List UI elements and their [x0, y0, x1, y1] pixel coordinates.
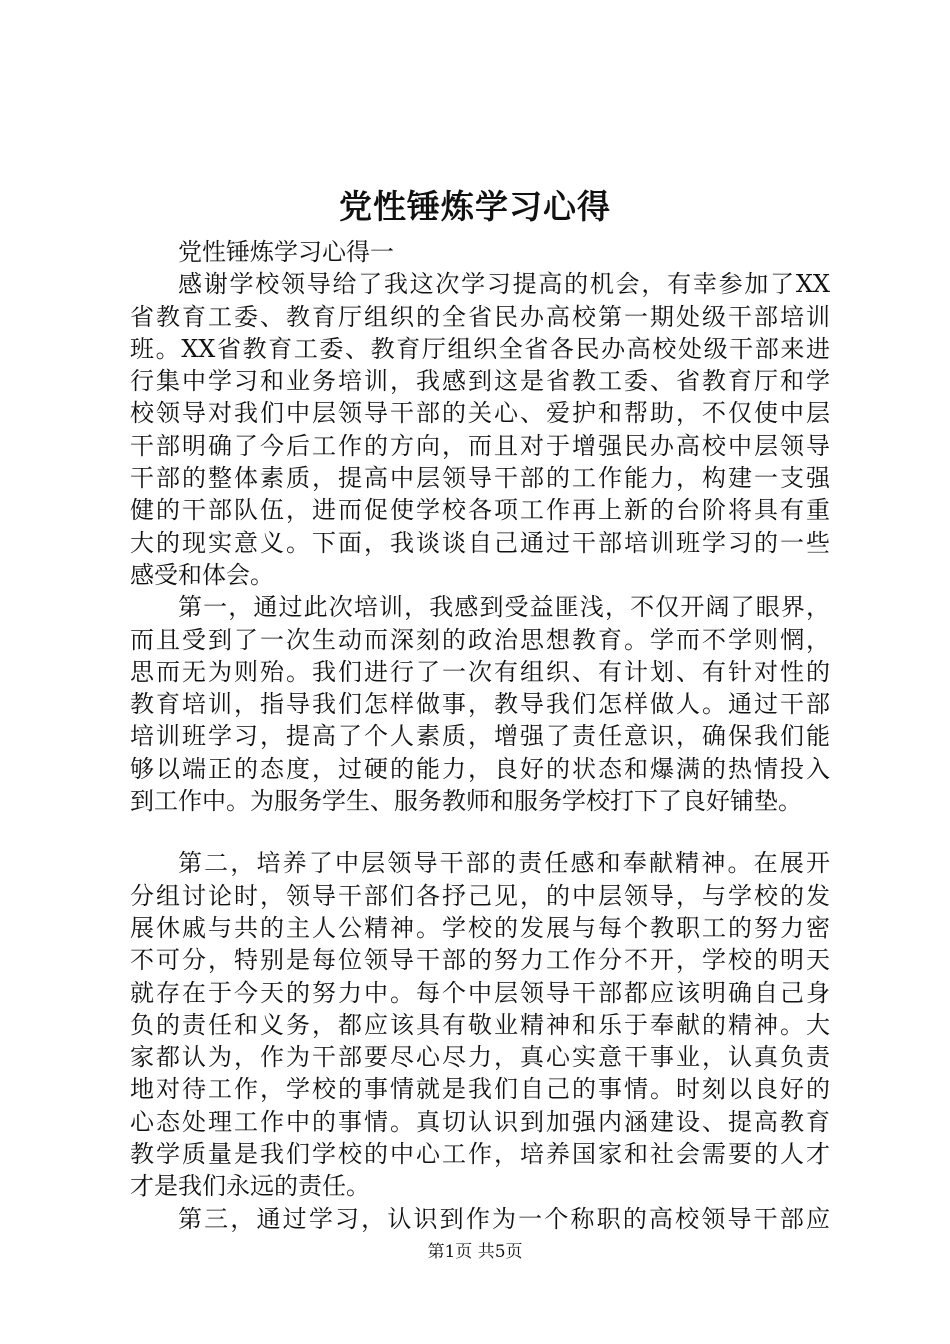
body-line: 第三，通过学习，认识到作为一个称职的高校领导干部应 [178, 1204, 830, 1233]
body-line: 而且受到了一次生动而深刻的政治思想教育。学而不学则惘， [130, 625, 830, 654]
body-line: 干部的整体素质，提高中层领导干部的工作能力，构建一支强 [130, 464, 830, 493]
body-line: 教育培训，指导我们怎样做事，教导我们怎样做人。通过干部 [130, 690, 830, 719]
body-line: 地对待工作，学校的事情就是我们自己的事情。时刻以良好的 [130, 1075, 830, 1104]
body-line: 感受和体会。 [130, 560, 274, 589]
body-line: 分组讨论时，领导干部们各抒己见，的中层领导，与学校的发 [130, 881, 830, 910]
body-line: 班。XX省教育工委、教育厅组织全省各民办高校处级干部来进 [130, 334, 830, 363]
body-line: 心态处理工作中的事情。真切认识到加强内涵建设、提高教育 [130, 1107, 830, 1136]
body-line: 感谢学校领导给了我这次学习提高的机会，有幸参加了XX [178, 270, 830, 299]
body-line: 健的干部队伍，进而促使学校各项工作再上新的台阶将具有重 [130, 496, 830, 525]
body-line: 思而无为则殆。我们进行了一次有组织、有计划、有针对性的 [130, 657, 830, 686]
body-line: 到工作中。为服务学生、服务教师和服务学校打下了良好铺垫。 [130, 787, 802, 816]
blank-line [130, 817, 830, 847]
body-line: 第一，通过此次培训，我感到受益匪浅，不仅开阔了眼界， [178, 593, 830, 622]
document-body [130, 236, 830, 1235]
body-line: 干部明确了今后工作的方向，而且对于增强民办高校中层领导 [130, 431, 830, 460]
body-line: 党性锤炼学习心得一 [178, 238, 394, 266]
body-line: 够以端正的态度，过硬的能力，良好的状态和爆满的热情投入 [130, 754, 830, 783]
body-line: 就存在于今天的努力中。每个中层领导干部都应该明确自己身 [130, 978, 830, 1007]
body-line: 第二，培养了中层领导干部的责任感和奉献精神。在展开 [178, 849, 830, 878]
body-line: 校领导对我们中层领导干部的关心、爱护和帮助，不仅使中层 [130, 399, 830, 428]
body-line: 行集中学习和业务培训，我感到这是省教工委、省教育厅和学 [130, 367, 830, 396]
body-line: 家都认为，作为干部要尽心尽力，真心实意干事业，认真负责 [130, 1043, 830, 1072]
page-footer: 第1页 共5页 [427, 1242, 523, 1262]
body-line: 展休戚与共的主人公精神。学校的发展与每个教职工的努力密 [130, 913, 830, 942]
body-line: 教学质量是我们学校的中心工作，培养国家和社会需要的人才 [130, 1140, 830, 1169]
body-line: 才是我们永远的责任。 [130, 1172, 370, 1201]
body-line: 大的现实意义。下面，我谈谈自己通过干部培训班学习的一些 [130, 528, 830, 557]
body-line: 省教育工委、教育厅组织的全省民办高校第一期处级干部培训 [130, 302, 830, 331]
body-line: 培训班学习，提高了个人素质，增强了责任意识，确保我们能 [130, 722, 830, 751]
body-line: 不可分，特别是每位领导干部的努力工作分不开，学校的明天 [130, 946, 830, 975]
document-title: 党性锤炼学习心得 [339, 187, 611, 226]
body-line: 负的责任和义务，都应该具有敬业精神和乐于奉献的精神。大 [130, 1010, 830, 1039]
